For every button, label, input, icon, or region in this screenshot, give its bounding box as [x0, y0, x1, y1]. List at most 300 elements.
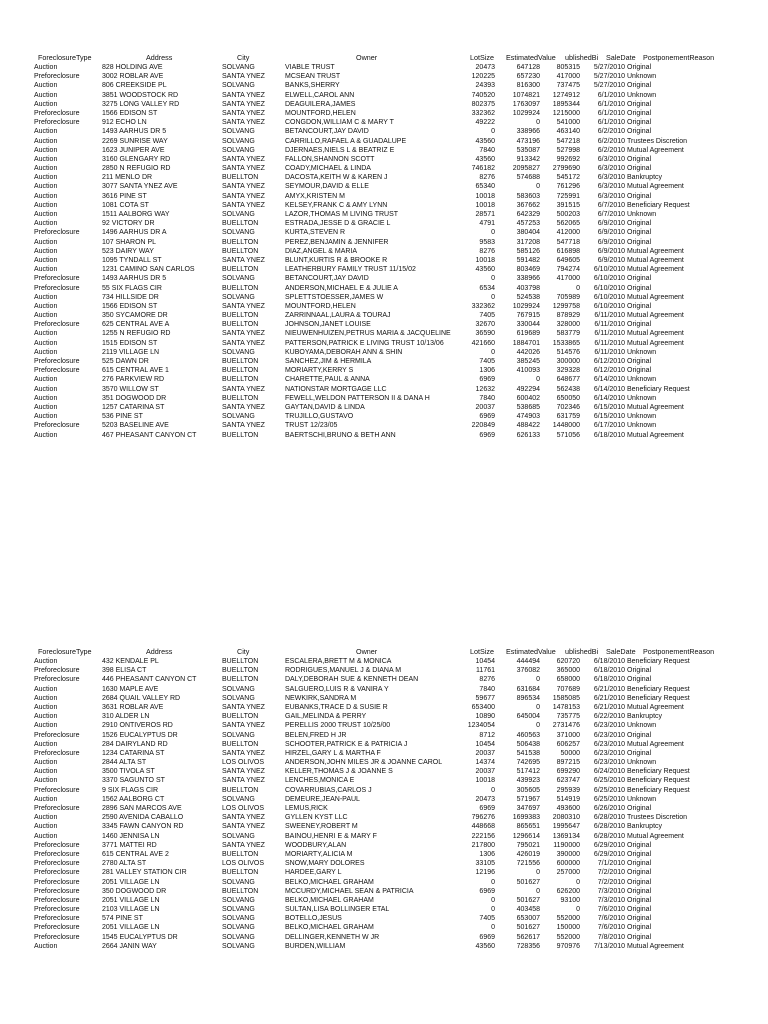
cell-owner: BELKO,MICHAEL GRAHAM: [285, 924, 374, 932]
cell-address: 828 HOLDING AVE: [102, 64, 163, 71]
cell-city: SANTA YNEZ: [222, 749, 265, 757]
cell-foreclosure-type: Auction: [34, 394, 58, 402]
cell-city: SANTA YNEZ: [222, 119, 265, 127]
cell-estimated-value: 721556: [516, 860, 540, 868]
cell-city: BUELLTON: [222, 869, 259, 877]
cell-lot-size: 746182: [471, 165, 495, 173]
cell-published-bid: 1995647: [552, 823, 580, 831]
cell-city: BUELLTON: [222, 174, 259, 182]
cell-city: SOLVANG: [222, 64, 255, 71]
cell-city: SANTA YNEZ: [222, 722, 265, 730]
cell-owner: BELEN,FRED H JR: [285, 731, 347, 739]
cell-address: 1545 EUCALYPTUS DR: [102, 933, 178, 941]
cell-foreclosure-type: Auction: [34, 713, 58, 721]
cell-published-bid: 878929: [556, 312, 580, 320]
column-header-lot-size: LotSize: [470, 53, 494, 62]
cell-foreclosure-type: Auction: [34, 777, 58, 785]
cell-foreclosure-type: Auction: [34, 293, 58, 301]
column-header-published-bid: ublishedBi: [565, 53, 599, 62]
cell-foreclosure-type: Preforeclosure: [34, 367, 80, 375]
cell-published-bid: 571056: [556, 431, 580, 439]
cell-foreclosure-type: Auction: [34, 312, 58, 320]
cell-published-bid: 463140: [556, 128, 580, 136]
cell-published-bid: 725991: [556, 192, 580, 200]
cell-owner: DELLINGER,KENNETH W JR: [285, 933, 380, 941]
cell-postponement-reason: Original: [627, 676, 652, 684]
cell-published-bid: 1533865: [552, 339, 580, 347]
cell-sale-date: 6/10/2010: [593, 293, 625, 301]
cell-owner: ANDERSON,MICHAEL E & JULIE A: [285, 284, 398, 292]
cell-postponement-reason: Original: [627, 238, 652, 246]
cell-estimated-value: 913342: [516, 155, 540, 163]
table-row: [0, 887, 768, 896]
cell-owner: CARRILLO,RAFAEL A & GUADALUPE: [285, 137, 407, 145]
cell-lot-size: 421660: [471, 339, 495, 347]
cell-published-bid: 735775: [556, 713, 580, 721]
cell-address: 55 SIX FLAGS CIR: [102, 284, 162, 292]
cell-address: 625 CENTRAL AVE A: [102, 321, 170, 329]
cell-postponement-reason: Original: [627, 915, 652, 923]
cell-published-bid: 2080310: [552, 814, 580, 822]
cell-published-bid: 650050: [556, 394, 580, 402]
cell-lot-size: 120225: [471, 73, 495, 81]
cell-estimated-value: 647128: [516, 64, 540, 71]
cell-city: SOLVANG: [222, 137, 255, 145]
cell-owner: LENCHES,MONICA E: [285, 777, 355, 785]
cell-foreclosure-type: Auction: [34, 201, 58, 209]
cell-owner: EUBANKS,TRACE D & SUSIE R: [285, 703, 388, 711]
cell-lot-size: 65340: [475, 183, 495, 191]
cell-owner: SCHOOTER,PATRICK E & PATRICIA J: [285, 740, 408, 748]
table-row: [0, 155, 768, 164]
cell-city: BUELLTON: [222, 367, 259, 375]
cell-postponement-reason: Bankruptcy: [627, 823, 663, 831]
cell-owner: ESCALERA,BRETT M & MONICA: [285, 658, 392, 665]
cell-address: 3500 TIVOLA ST: [102, 768, 155, 776]
cell-foreclosure-type: Preforeclosure: [34, 850, 80, 858]
cell-lot-size: 4791: [479, 220, 495, 228]
cell-postponement-reason: Original: [627, 229, 652, 237]
cell-published-bid: 93100: [560, 896, 580, 904]
cell-estimated-value: 1029924: [512, 302, 540, 310]
cell-lot-size: 24393: [475, 82, 495, 90]
cell-postponement-reason: Unknown: [627, 759, 657, 767]
cell-published-bid: 805315: [556, 64, 580, 71]
table-row: [0, 375, 768, 384]
cell-foreclosure-type: Preforeclosure: [34, 422, 80, 430]
cell-postponement-reason: Original: [627, 805, 652, 812]
cell-owner: MORIARTY,ALICIA M: [285, 850, 353, 858]
cell-owner: PEREZ,BENJAMIN & JENNIFER: [285, 238, 389, 246]
cell-sale-date: 6/1/2010: [597, 119, 625, 127]
cell-foreclosure-type: Auction: [34, 814, 58, 822]
cell-owner: BLUNT,KURTIS R & BROOKE R: [285, 256, 388, 264]
cell-published-bid: 761296: [556, 183, 580, 191]
cell-address: 107 SHARON PL: [102, 238, 157, 246]
cell-lot-size: 0: [491, 906, 495, 914]
cell-sale-date: 6/26/2010: [593, 805, 625, 812]
cell-lot-size: 222156: [471, 832, 495, 840]
cell-sale-date: 7/3/2010: [597, 896, 625, 904]
table-body: [0, 657, 768, 951]
cell-foreclosure-type: Auction: [34, 183, 58, 191]
cell-sale-date: 6/18/2010: [593, 431, 625, 439]
table-row: [0, 81, 768, 90]
cell-address: 615 CENTRAL AVE 1: [102, 367, 169, 375]
table-row: [0, 841, 768, 850]
cell-owner: PERELLIS 2000 TRUST 10/25/00: [285, 722, 391, 730]
cell-published-bid: 547218: [556, 137, 580, 145]
table-row: [0, 238, 768, 247]
cell-postponement-reason: Bankruptcy: [627, 174, 663, 182]
cell-estimated-value: 574688: [516, 174, 540, 182]
cell-estimated-value: 439923: [516, 777, 540, 785]
cell-address: 92 VICTORY DR: [102, 220, 155, 228]
cell-city: BUELLTON: [222, 431, 259, 439]
cell-owner: MCSEAN TRUST: [285, 73, 341, 81]
cell-postponement-reason: Beneficiary Request: [627, 685, 690, 693]
cell-estimated-value: 380404: [516, 229, 540, 237]
cell-lot-size: 20473: [475, 795, 495, 803]
cell-estimated-value: 524538: [516, 293, 540, 301]
cell-postponement-reason: Original: [627, 667, 652, 675]
table-row: [0, 137, 768, 146]
cell-sale-date: 6/2/2010: [597, 146, 625, 154]
cell-city: SANTA YNEZ: [222, 768, 265, 776]
cell-city: BUELLTON: [222, 321, 259, 329]
cell-postponement-reason: Beneficiary Request: [627, 201, 690, 209]
cell-estimated-value: 535087: [516, 146, 540, 154]
column-header-sale-date: SaleDate: [606, 53, 636, 62]
cell-owner: SNOW,MARY DOLORES: [285, 860, 365, 868]
cell-sale-date: 6/28/2010: [593, 832, 625, 840]
cell-address: 1257 CATARINA ST: [102, 403, 165, 411]
cell-postponement-reason: Mutual Agreement: [627, 832, 684, 840]
cell-address: 523 DAIRY WAY: [102, 247, 154, 255]
header-row: [0, 646, 768, 657]
cell-owner: GAIL,MELINDA & PERRY: [285, 713, 367, 721]
cell-sale-date: 6/10/2010: [593, 284, 625, 292]
cell-foreclosure-type: Auction: [34, 146, 58, 154]
cell-owner: LEATHERBURY FAMILY TRUST 11/15/02: [285, 266, 416, 274]
cell-lot-size: 6969: [479, 887, 495, 895]
cell-estimated-value: 517412: [516, 768, 540, 776]
cell-foreclosure-type: Auction: [34, 302, 58, 310]
table-row: [0, 274, 768, 283]
cell-address: 2051 VILLAGE LN: [102, 896, 160, 904]
table-row: [0, 265, 768, 274]
cell-foreclosure-type: Auction: [34, 759, 58, 767]
cell-published-bid: 1448000: [552, 422, 580, 430]
cell-city: SOLVANG: [222, 942, 255, 950]
cell-city: BUELLTON: [222, 247, 259, 255]
cell-foreclosure-type: Auction: [34, 220, 58, 228]
cell-foreclosure-type: Preforeclosure: [34, 841, 80, 849]
cell-postponement-reason: Original: [627, 896, 652, 904]
cell-published-bid: 583779: [556, 330, 580, 338]
table-row: [0, 795, 768, 804]
cell-sale-date: 6/2/2010: [597, 128, 625, 136]
cell-address: 3002 ROBLAR AVE: [102, 73, 164, 81]
cell-postponement-reason: Bankruptcy: [627, 713, 663, 721]
cell-owner: SULTAN,LISA BOLLINGER ETAL: [285, 906, 390, 914]
cell-sale-date: 6/28/2010: [593, 814, 625, 822]
cell-estimated-value: 0: [536, 703, 540, 711]
cell-lot-size: 8276: [479, 676, 495, 684]
cell-city: SANTA YNEZ: [222, 192, 265, 200]
cell-owner: HARDEE,GARY L: [285, 869, 342, 877]
cell-postponement-reason: Original: [627, 109, 652, 117]
cell-sale-date: 6/15/2010: [593, 413, 625, 421]
cell-owner: RODRIGUES,MANUEL J & DIANA M: [285, 667, 402, 675]
table-row: [0, 923, 768, 932]
table-row: [0, 832, 768, 841]
cell-lot-size: 9583: [479, 238, 495, 246]
cell-foreclosure-type: Preforeclosure: [34, 73, 80, 81]
cell-city: SOLVANG: [222, 229, 255, 237]
table-row: [0, 293, 768, 302]
cell-foreclosure-type: Auction: [34, 703, 58, 711]
table-row: [0, 776, 768, 785]
cell-postponement-reason: Original: [627, 302, 652, 310]
column-header-postponement-reason: PostponementReason: [643, 53, 715, 62]
cell-address: 3370 SAGUNTO ST: [102, 777, 165, 785]
table-row: [0, 302, 768, 311]
cell-estimated-value: 403458: [516, 906, 540, 914]
cell-city: SOLVANG: [222, 685, 255, 693]
cell-sale-date: 6/29/2010: [593, 841, 625, 849]
cell-lot-size: 7840: [479, 685, 495, 693]
cell-owner: PATTERSON,PATRICK E LIVING TRUST 10/13/06: [285, 339, 444, 347]
cell-address: 1630 MAPLE AVE: [102, 685, 159, 693]
table-row: [0, 694, 768, 703]
cell-city: SANTA YNEZ: [222, 165, 265, 173]
cell-sale-date: 6/9/2010: [597, 238, 625, 246]
cell-lot-size: 217800: [471, 841, 495, 849]
cell-address: 2590 AVENIDA CABALLO: [102, 814, 184, 822]
cell-postponement-reason: Original: [627, 100, 652, 108]
cell-city: LOS OLIVOS: [222, 860, 265, 868]
cell-city: BUELLTON: [222, 786, 259, 794]
cell-address: 2780 ALTA ST: [102, 860, 147, 868]
table-row: [0, 348, 768, 357]
table-row: [0, 366, 768, 375]
cell-address: 3345 FAWN CANYON RD: [102, 823, 184, 831]
cell-sale-date: 7/6/2010: [597, 915, 625, 923]
table-row: [0, 210, 768, 219]
cell-published-bid: 2731476: [552, 722, 580, 730]
cell-lot-size: 740520: [471, 91, 495, 99]
cell-address: 2896 SAN MARCOS AVE: [102, 805, 182, 812]
cell-sale-date: 6/11/2010: [594, 321, 625, 329]
cell-owner: BETANCOURT,JAY DAVID: [285, 128, 369, 136]
cell-owner: LEMUS,RICK: [285, 805, 328, 812]
cell-published-bid: 970976: [556, 942, 580, 950]
cell-sale-date: 5/27/2010: [593, 64, 625, 71]
cell-estimated-value: 583603: [516, 192, 540, 200]
cell-city: SANTA YNEZ: [222, 814, 265, 822]
cell-owner: NIEUWENHUIZEN,PETRUS MARIA & JACQUELINE: [285, 330, 451, 338]
cell-foreclosure-type: Auction: [34, 128, 58, 136]
cell-address: 2684 QUAIL VALLEY RD: [102, 694, 181, 702]
cell-address: 467 PHEASANT CANYON CT: [102, 431, 197, 439]
cell-city: SOLVANG: [222, 82, 255, 90]
cell-published-bid: 329328: [556, 367, 580, 375]
cell-published-bid: 1215000: [552, 109, 580, 117]
cell-foreclosure-type: Preforeclosure: [34, 786, 80, 794]
cell-city: BUELLTON: [222, 740, 259, 748]
cell-address: 525 DAWN DR: [102, 358, 149, 365]
cell-estimated-value: 742695: [516, 759, 540, 767]
cell-sale-date: 6/15/2010: [593, 403, 625, 411]
cell-sale-date: 6/14/2010: [593, 385, 625, 393]
cell-foreclosure-type: Auction: [34, 740, 58, 748]
cell-postponement-reason: Mutual Agreement: [627, 247, 684, 255]
cell-postponement-reason: Mutual Agreement: [627, 339, 684, 347]
cell-city: SOLVANG: [222, 731, 255, 739]
cell-address: 2051 VILLAGE LN: [102, 924, 160, 932]
cell-foreclosure-type: Preforeclosure: [34, 119, 80, 127]
cell-foreclosure-type: Auction: [34, 174, 58, 182]
cell-postponement-reason: Original: [627, 850, 652, 858]
cell-published-bid: 702346: [556, 403, 580, 411]
cell-foreclosure-type: Auction: [34, 942, 58, 950]
table-row: [0, 192, 768, 201]
cell-city: SOLVANG: [222, 878, 255, 886]
cell-owner: ANDERSON,JOHN MILES JR & JOANNE CAROL: [285, 759, 443, 767]
cell-owner: COVARRUBIAS,CARLOS J: [285, 786, 372, 794]
cell-address: 1081 COTA ST: [102, 201, 149, 209]
cell-sale-date: 6/17/2010: [593, 422, 625, 430]
cell-published-bid: 626200: [556, 887, 580, 895]
cell-postponement-reason: Unknown: [627, 413, 657, 421]
cell-owner: CHARETTE,PAUL & ANNA: [285, 376, 370, 384]
cell-foreclosure-type: Auction: [34, 685, 58, 693]
cell-address: 1623 JUNIPER AVE: [102, 146, 165, 154]
cell-estimated-value: 538685: [516, 403, 540, 411]
cell-address: 912 ECHO LN: [102, 119, 147, 127]
cell-estimated-value: 501627: [516, 878, 540, 886]
cell-published-bid: 620720: [556, 658, 580, 665]
cell-lot-size: 14374: [475, 759, 495, 767]
table-row: [0, 914, 768, 923]
cell-foreclosure-type: Preforeclosure: [34, 896, 80, 904]
cell-foreclosure-type: Auction: [34, 431, 58, 439]
cell-sale-date: 6/11/2010: [594, 348, 625, 356]
cell-estimated-value: 0: [536, 119, 540, 127]
table-row: [0, 712, 768, 721]
cell-estimated-value: 767915: [516, 312, 540, 320]
cell-sale-date: 6/14/2010: [593, 394, 625, 402]
cell-lot-size: 448668: [471, 823, 495, 831]
table-row: [0, 721, 768, 730]
cell-foreclosure-type: Preforeclosure: [34, 878, 80, 886]
cell-postponement-reason: Unknown: [627, 376, 657, 384]
cell-lot-size: 6969: [479, 413, 495, 421]
cell-foreclosure-type: Auction: [34, 694, 58, 702]
cell-city: SOLVANG: [222, 146, 255, 154]
cell-postponement-reason: Unknown: [627, 722, 657, 730]
cell-estimated-value: 457253: [516, 220, 540, 228]
cell-estimated-value: 591482: [516, 256, 540, 264]
cell-estimated-value: 795021: [516, 841, 540, 849]
cell-postponement-reason: Unknown: [627, 91, 657, 99]
table-row: [0, 182, 768, 191]
table-row: [0, 173, 768, 182]
cell-foreclosure-type: Preforeclosure: [34, 915, 80, 923]
cell-address: 9 SIX FLAGS CIR: [102, 786, 159, 794]
cell-foreclosure-type: Preforeclosure: [34, 109, 80, 117]
cell-lot-size: 32670: [475, 321, 495, 329]
cell-city: SOLVANG: [222, 906, 255, 914]
foreclosure-table-2: [0, 646, 768, 951]
cell-city: SOLVANG: [222, 924, 255, 932]
cell-published-bid: 794274: [556, 266, 580, 274]
cell-owner: TRUJILLO,GUSTAVO: [285, 413, 354, 421]
table-row: [0, 942, 768, 951]
cell-foreclosure-type: Preforeclosure: [34, 906, 80, 914]
cell-address: 3616 PINE ST: [102, 192, 147, 200]
cell-published-bid: 1274912: [552, 91, 580, 99]
table-row: [0, 749, 768, 758]
cell-postponement-reason: Mutual Agreement: [627, 740, 684, 748]
cell-owner: SPLETTSTOESSER,JAMES W: [285, 293, 384, 301]
cell-foreclosure-type: Auction: [34, 413, 58, 421]
cell-estimated-value: 460563: [516, 731, 540, 739]
cell-owner: DEAGUILERA,JAMES: [285, 100, 356, 108]
cell-lot-size: 10018: [475, 777, 495, 785]
table-row: [0, 813, 768, 822]
cell-sale-date: 7/6/2010: [597, 924, 625, 932]
cell-lot-size: 1306: [479, 367, 495, 375]
cell-postponement-reason: Beneficiary Request: [627, 786, 690, 794]
cell-published-bid: 2799690: [552, 165, 580, 173]
cell-owner: BELKO,MICHAEL GRAHAM: [285, 896, 374, 904]
table-row: [0, 703, 768, 712]
cell-estimated-value: 317208: [516, 238, 540, 246]
cell-foreclosure-type: Auction: [34, 376, 58, 384]
cell-address: 1095 TYNDALL ST: [102, 256, 162, 264]
cell-city: SANTA YNEZ: [222, 256, 265, 264]
cell-foreclosure-type: Auction: [34, 330, 58, 338]
cell-foreclosure-type: Preforeclosure: [34, 731, 80, 739]
cell-city: SOLVANG: [222, 694, 255, 702]
cell-address: 3771 MATTEI RD: [102, 841, 157, 849]
cell-sale-date: 6/24/2010: [593, 768, 625, 776]
cell-postponement-reason: Unknown: [627, 422, 657, 430]
cell-estimated-value: 657230: [516, 73, 540, 81]
cell-foreclosure-type: Preforeclosure: [34, 229, 80, 237]
cell-owner: ESTRADA,JESSE D & GRACIE L: [285, 220, 391, 228]
cell-address: 1566 EDISON ST: [102, 302, 158, 310]
cell-city: SANTA YNEZ: [222, 155, 265, 163]
cell-published-bid: 417000: [556, 275, 580, 283]
cell-city: SOLVANG: [222, 795, 255, 803]
header-row: [0, 52, 768, 63]
cell-postponement-reason: Unknown: [627, 394, 657, 402]
cell-postponement-reason: Beneficiary Request: [627, 385, 690, 393]
cell-postponement-reason: Original: [627, 128, 652, 136]
cell-address: 2844 ALTA ST: [102, 759, 147, 767]
column-header-sale-date: SaleDate: [606, 647, 636, 656]
cell-owner: DALY,DEBORAH SUE & KENNETH DEAN: [285, 676, 419, 684]
cell-lot-size: 10018: [475, 201, 495, 209]
cell-address: 398 ELISA CT: [102, 667, 147, 675]
cell-city: LOS OLIVOS: [222, 759, 265, 767]
cell-sale-date: 6/23/2010: [593, 759, 625, 767]
cell-sale-date: 6/14/2010: [593, 376, 625, 384]
cell-city: SANTA YNEZ: [222, 777, 265, 785]
